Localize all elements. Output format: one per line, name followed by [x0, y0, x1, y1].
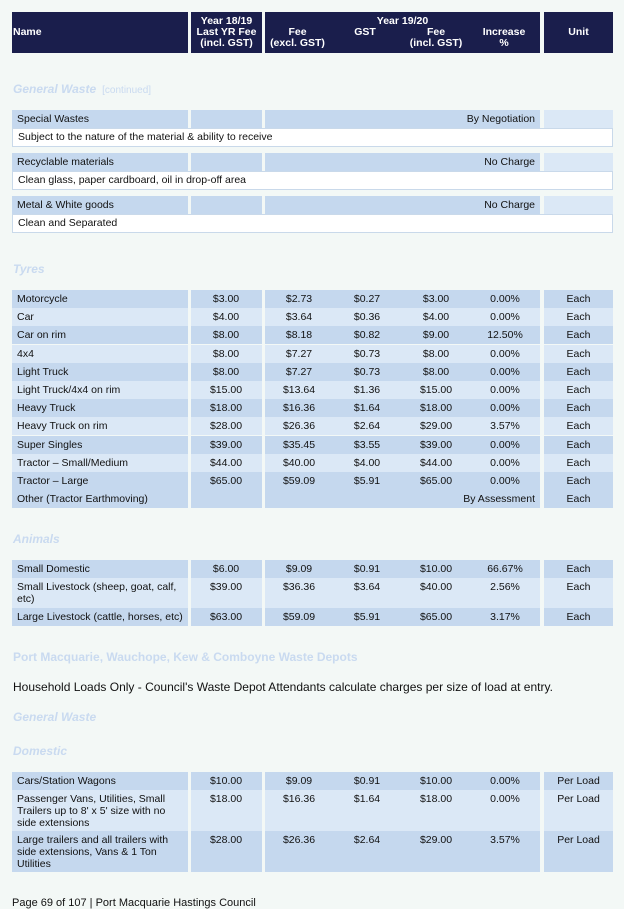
tyre-last-fee: $18.00	[209, 402, 243, 415]
general-waste-title	[13, 82, 151, 96]
tyre-name: Tractor – Small/Medium	[17, 456, 129, 469]
animal-fee-incl: $65.00	[419, 611, 453, 623]
item-note: Clean and Separated	[12, 214, 613, 233]
tyre-fee: $3.64	[285, 311, 313, 324]
domestic-name: Passenger Vans, Utilities, Small Trailers up to 8' x 5' size with no side extensions	[17, 793, 166, 829]
table-row	[12, 436, 613, 454]
header-name-cell	[12, 12, 188, 53]
depots-general-waste-title: General Waste	[13, 710, 97, 724]
tyre-last-fee: $65.00	[209, 475, 243, 487]
animal-gst: $3.64	[353, 581, 381, 593]
table-row	[12, 608, 613, 626]
animal-fee-incl: $40.00	[419, 581, 453, 593]
tyre-unit: Each	[566, 347, 591, 360]
continued-label: [continued]	[102, 85, 152, 96]
table-row	[12, 345, 613, 363]
tyre-fee-incl: $65.00	[419, 475, 453, 487]
tyre-fee-incl: $15.00	[419, 384, 453, 396]
tyre-increase: 0.00%	[490, 456, 520, 469]
table-row	[12, 472, 613, 490]
header-year1819: Year 18/19	[200, 15, 253, 27]
header-fee-incl-label: Fee	[426, 26, 446, 38]
domestic-increase: 0.00%	[490, 793, 520, 805]
header-year1819-cell	[191, 12, 262, 53]
tyre-last-fee: $3.00	[212, 293, 240, 305]
header-fee-excl-sub: (excl. GST)	[270, 37, 325, 49]
tyre-increase: 0.00%	[490, 311, 520, 324]
domestic-last-fee: $10.00	[209, 775, 243, 787]
table-row	[12, 417, 613, 435]
tyre-last-fee: $8.00	[212, 365, 240, 378]
row-background	[544, 196, 613, 214]
tyre-fee-incl: $18.00	[419, 402, 453, 415]
tyre-last-fee: $8.00	[212, 347, 240, 360]
animals-title: Animals	[13, 532, 60, 546]
domestic-increase: 0.00%	[490, 775, 520, 787]
tyre-increase: 0.00%	[490, 402, 520, 415]
tyre-fee: $7.27	[285, 365, 313, 378]
header-fee-excl	[265, 27, 330, 49]
domestic-fee: $26.36	[282, 834, 316, 846]
domestic-gst: $2.64	[353, 834, 381, 846]
tyre-fee: $8.18	[285, 329, 313, 342]
domestic-last-fee: $28.00	[209, 834, 243, 846]
animal-unit: Each	[566, 563, 591, 575]
tyre-fee-incl: $4.00	[422, 311, 450, 324]
header-pct: %	[499, 37, 509, 49]
tyre-last-fee: $28.00	[209, 420, 243, 433]
header-fee-incl	[403, 27, 469, 49]
item-value: No Charge	[484, 156, 535, 168]
animal-fee: $36.36	[282, 581, 316, 593]
header-fee-excl-label: Fee	[288, 26, 307, 38]
tyre-gst: $1.64	[353, 402, 381, 415]
tyre-fee: $13.64	[282, 384, 316, 396]
tyre-unit: Each	[566, 475, 591, 487]
tyre-last-fee: $8.00	[212, 329, 240, 342]
header-year1920: Year 19/20	[376, 15, 429, 27]
animal-unit: Each	[566, 611, 591, 623]
domestic-gst: $0.91	[353, 775, 381, 787]
tyre-unit: Each	[566, 311, 591, 324]
tyre-name: Car	[17, 311, 34, 324]
domestic-increase: 3.57%	[490, 834, 520, 846]
tyre-unit: Each	[566, 420, 591, 433]
domestic-unit: Per Load	[557, 834, 600, 846]
item-value: No Charge	[484, 199, 535, 211]
domestic-fee-incl: $18.00	[419, 793, 453, 805]
tyre-last-fee: $4.00	[212, 311, 240, 324]
table-row	[12, 363, 613, 381]
tyre-unit: Each	[566, 402, 591, 415]
table-row	[12, 560, 613, 578]
tyre-name: Heavy Truck	[17, 402, 76, 415]
table-row	[12, 454, 613, 472]
row-background	[544, 153, 613, 171]
tyre-fee-incl: $3.00	[422, 293, 450, 305]
table-row	[12, 153, 613, 171]
animal-last-fee: $6.00	[212, 563, 240, 575]
tyre-gst: $5.91	[353, 475, 381, 487]
tyre-gst: $0.36	[353, 311, 381, 324]
tyre-fee: $2.73	[285, 293, 313, 305]
tyre-unit: Each	[566, 456, 591, 469]
tyre-name: Super Singles	[17, 438, 83, 451]
header-increase-label: Increase	[482, 26, 526, 38]
tyre-unit: Each	[566, 384, 591, 396]
tyre-fee-incl: $9.00	[422, 329, 450, 342]
domestic-fee: $9.09	[285, 775, 313, 787]
animal-name: Small Domestic	[17, 563, 90, 575]
domestic-name: Large trailers and all trailers with side extensions, Vans & 1 Ton Utilities	[17, 834, 169, 870]
table-row	[12, 578, 613, 608]
tyre-fee-incl: $8.00	[422, 365, 450, 378]
table-row	[12, 399, 613, 417]
domestic-fee-incl: $29.00	[419, 834, 453, 846]
tyre-fee: $26.36	[282, 420, 316, 433]
tyre-last-fee: $15.00	[209, 384, 243, 396]
tyre-unit: Each	[566, 329, 591, 342]
tyre-gst: $0.73	[353, 365, 381, 378]
item-name: Metal & White goods	[17, 199, 114, 211]
table-row	[12, 381, 613, 399]
header-increase	[471, 27, 537, 49]
tyre-name: Motorcycle	[17, 293, 68, 305]
animal-increase: 2.56%	[490, 581, 520, 593]
tyre-increase: 0.00%	[490, 475, 520, 487]
tyre-increase: 0.00%	[490, 438, 520, 451]
tyre-unit: Each	[566, 293, 591, 305]
tyre-gst: $3.55	[353, 438, 381, 451]
header-incl-gst: (incl. GST)	[200, 37, 253, 49]
animal-name: Small Livestock (sheep, goat, calf, etc)	[17, 581, 177, 605]
animal-fee-incl: $10.00	[419, 563, 453, 575]
tyre-gst: $0.73	[353, 347, 381, 360]
animal-fee: $9.09	[285, 563, 313, 575]
table-row	[12, 490, 613, 508]
tyre-last-fee: $39.00	[209, 438, 243, 451]
animal-last-fee: $39.00	[209, 581, 243, 593]
tyre-gst: $0.82	[353, 329, 381, 342]
domestic-unit: Per Load	[557, 793, 600, 805]
item-note: Subject to the nature of the material & ability to receive	[12, 128, 613, 147]
animal-last-fee: $63.00	[209, 611, 243, 623]
table-row	[12, 196, 613, 214]
tyre-fee-incl: $39.00	[419, 438, 453, 451]
tyre-fee-incl: $29.00	[419, 420, 453, 433]
tyre-increase: 0.00%	[490, 384, 520, 396]
table-row	[12, 290, 613, 308]
domestic-name: Cars/Station Wagons	[17, 775, 116, 787]
tyre-other-name: Other (Tractor Earthmoving)	[17, 493, 148, 506]
header-fee-incl-sub: (incl. GST)	[409, 37, 463, 49]
header-year1920-cell	[265, 12, 540, 53]
item-note: Clean glass, paper cardboard, oil in drop-off area	[12, 171, 613, 190]
tyre-name: Tractor – Large	[17, 475, 89, 487]
domestic-gst: $1.64	[353, 793, 381, 805]
tyre-fee: $35.45	[282, 438, 316, 451]
tyre-gst: $1.36	[353, 384, 381, 396]
tyre-increase: 0.00%	[490, 293, 520, 305]
tyre-increase: 0.00%	[490, 347, 520, 360]
tyre-fee-incl: $44.00	[419, 456, 453, 469]
table-row	[12, 772, 613, 790]
animal-gst: $5.91	[353, 611, 381, 623]
domestic-last-fee: $18.00	[209, 793, 243, 805]
animal-increase: 66.67%	[487, 563, 523, 575]
item-name: Special Wastes	[17, 113, 89, 125]
tyre-name: Light Truck/4x4 on rim	[17, 384, 121, 396]
tyre-other-unit: Each	[566, 493, 591, 506]
page-footer: Page 69 of 107 | Port Macquarie Hastings Council	[12, 897, 256, 909]
tyre-increase: 3.57%	[490, 420, 520, 433]
header-unit-cell	[544, 12, 613, 53]
tyre-fee: $7.27	[285, 347, 313, 360]
animal-increase: 3.17%	[490, 611, 520, 623]
tyre-other-value: By Assessment	[463, 493, 535, 506]
tyres-title: Tyres	[13, 262, 45, 276]
header-unit: Unit	[568, 26, 589, 38]
domestic-unit: Per Load	[557, 775, 600, 787]
header-gst: GST	[354, 26, 376, 38]
animal-fee: $59.09	[282, 611, 316, 623]
tyre-name: Heavy Truck on rim	[17, 420, 108, 433]
tyre-gst: $0.27	[353, 293, 381, 305]
table-row	[12, 326, 613, 344]
row-background	[544, 110, 613, 128]
tyre-fee: $16.36	[282, 402, 316, 415]
depots-title: Port Macquarie, Wauchope, Kew & Comboyne Waste Depots	[13, 650, 358, 664]
general-waste-title-text: General Waste	[13, 82, 97, 96]
tyre-fee-incl: $8.00	[422, 347, 450, 360]
tyre-name: 4x4	[17, 347, 34, 360]
tyre-increase: 0.00%	[490, 365, 520, 378]
domestic-fee-incl: $10.00	[419, 775, 453, 787]
tyre-fee: $59.09	[282, 475, 316, 487]
table-row	[12, 308, 613, 326]
table-row	[12, 790, 613, 831]
tyre-gst: $2.64	[353, 420, 381, 433]
tyre-increase: 12.50%	[487, 329, 523, 342]
tyre-name: Light Truck	[17, 365, 69, 378]
tyre-unit: Each	[566, 438, 591, 451]
table-row	[12, 110, 613, 128]
tyre-name: Car on rim	[17, 329, 67, 342]
animal-name: Large Livestock (cattle, horses, etc)	[17, 611, 183, 623]
item-value: By Negotiation	[466, 113, 535, 125]
tyre-fee: $40.00	[282, 456, 316, 469]
table-row	[12, 831, 613, 872]
animal-gst: $0.91	[353, 563, 381, 575]
domestic-fee: $16.36	[282, 793, 316, 805]
tyre-gst: $4.00	[353, 456, 381, 469]
tyre-last-fee: $44.00	[209, 456, 243, 469]
header-name: Name	[13, 26, 42, 38]
domestic-title: Domestic	[13, 744, 68, 758]
animal-unit: Each	[566, 581, 591, 593]
item-name: Recyclable materials	[17, 156, 114, 168]
header-last-fee: Last YR Fee	[196, 26, 257, 38]
tyre-unit: Each	[566, 365, 591, 378]
depots-text: Household Loads Only - Council's Waste Depot Attendants calculate charges per size of load at entry.	[13, 680, 553, 694]
